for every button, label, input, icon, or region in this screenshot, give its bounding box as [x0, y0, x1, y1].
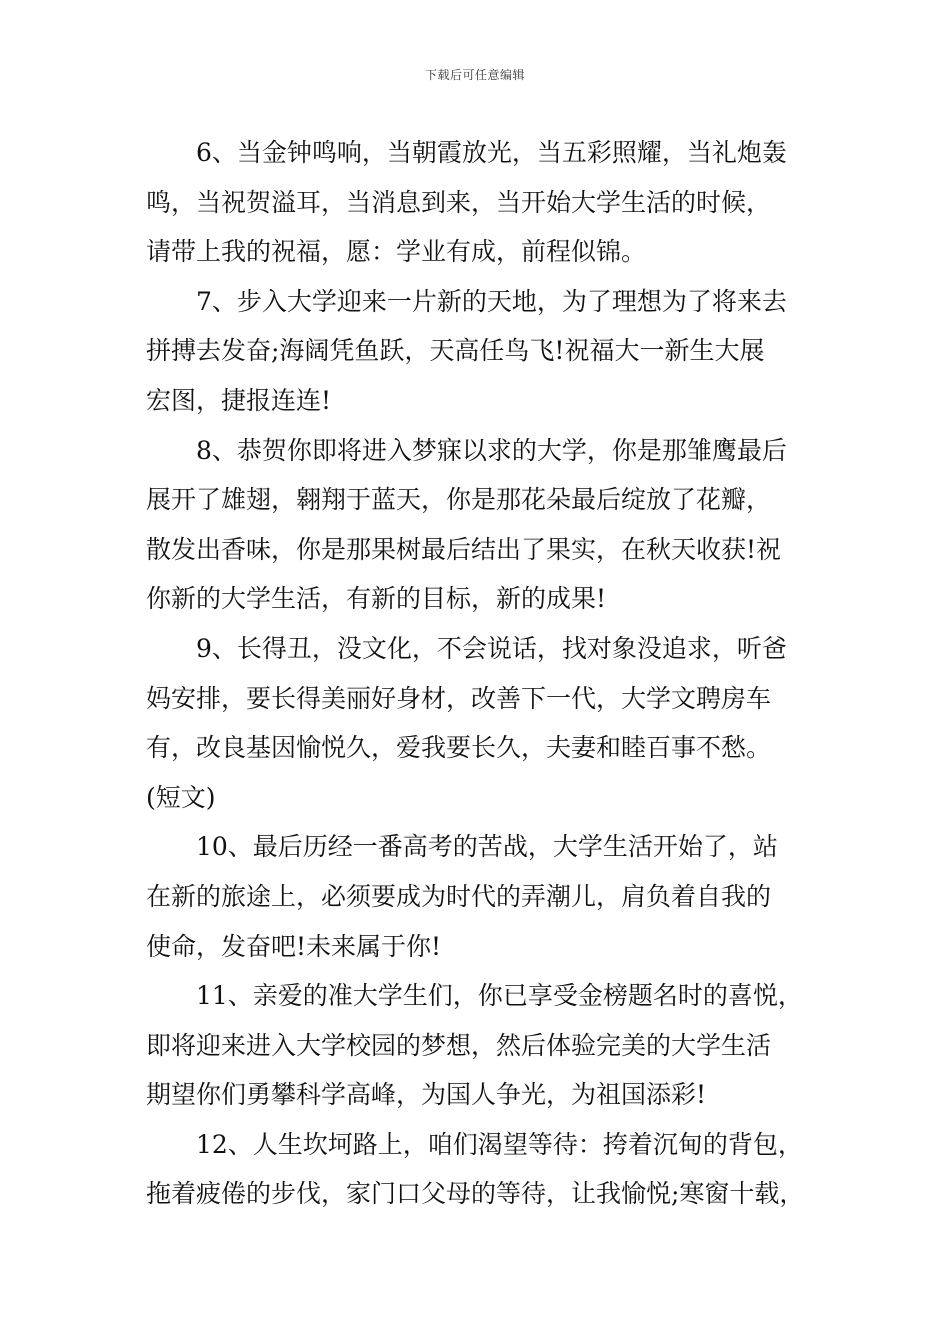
- paragraph-9: [146, 624, 836, 822]
- text-line: 拖着疲倦的步伐，家门口父母的等待，让我愉悦;寒窗十载，: [146, 1179, 805, 1209]
- text-line: 6、当金钟鸣响，当朝霞放光，当五彩照耀，当礼炮轰: [196, 138, 787, 167]
- text-line: 请带上我的祝福，愿：学业有成，前程似锦。: [146, 237, 647, 267]
- text-line: 8、恭贺你即将进入梦寐以求的大学，你是那雏鹰最后: [196, 435, 787, 465]
- text-line: (短文): [146, 782, 216, 812]
- text-line: 散发出香味，你是那果树最后结出了果实，在秋天收获!祝: [146, 534, 782, 564]
- text-line: 你新的大学生活，有新的目标，新的成果!: [146, 584, 607, 614]
- page-header: 下载后可任意编辑: [424, 68, 525, 82]
- text-line: 鸣，当祝贺溢耳，当消息到来，当开始大学生活的时候，: [146, 187, 772, 217]
- text-line: 10、最后历经一番高考的苦战，大学生活开始了，站: [196, 832, 778, 862]
- paragraph-6: [146, 128, 836, 277]
- document-body: [146, 128, 836, 1219]
- text-line: 拼搏去发奋;海阔凭鱼跃，天高任鸟飞!祝福大一新生大展: [146, 336, 765, 366]
- paragraph-10: [146, 822, 836, 971]
- text-line: 即将迎来进入大学校园的梦想，然后体验完美的大学生活: [146, 1030, 772, 1060]
- text-line: 有，改良基因愉悦久，爱我要长久，夫妻和睦百事不愁。: [146, 733, 772, 763]
- text-line: 12、人生坎坷路上，咱们渴望等待：挎着沉甸的背包，: [196, 1129, 803, 1159]
- text-line: 11、亲爱的准大学生们，你已享受金榜题名时的喜悦，: [196, 981, 803, 1011]
- text-line: 在新的旅途上，必须要成为时代的弄潮儿，肩负着自我的: [146, 881, 772, 911]
- text-line: 使命，发奋吧!未来属于你!: [146, 931, 442, 961]
- text-line: 期望你们勇攀科学高峰，为国人争光，为祖国添彩!: [146, 1080, 707, 1110]
- text-line: 7、步入大学迎来一片新的天地，为了理想为了将来去: [196, 286, 787, 316]
- text-line: 展开了雄翅，翱翔于蓝天，你是那花朵最后绽放了花瓣，: [146, 485, 772, 515]
- paragraph-12: [146, 1120, 836, 1219]
- text-line: 宏图，捷报连连!: [146, 385, 332, 415]
- paragraph-7: [146, 277, 836, 426]
- paragraph-11: [146, 971, 836, 1120]
- paragraph-8: [146, 426, 836, 624]
- text-line: 妈安排，要长得美丽好身材，改善下一代，大学文聘房车: [146, 683, 772, 713]
- text-line: 9、长得丑，没文化，不会说话，找对象没追求，听爸: [196, 633, 787, 663]
